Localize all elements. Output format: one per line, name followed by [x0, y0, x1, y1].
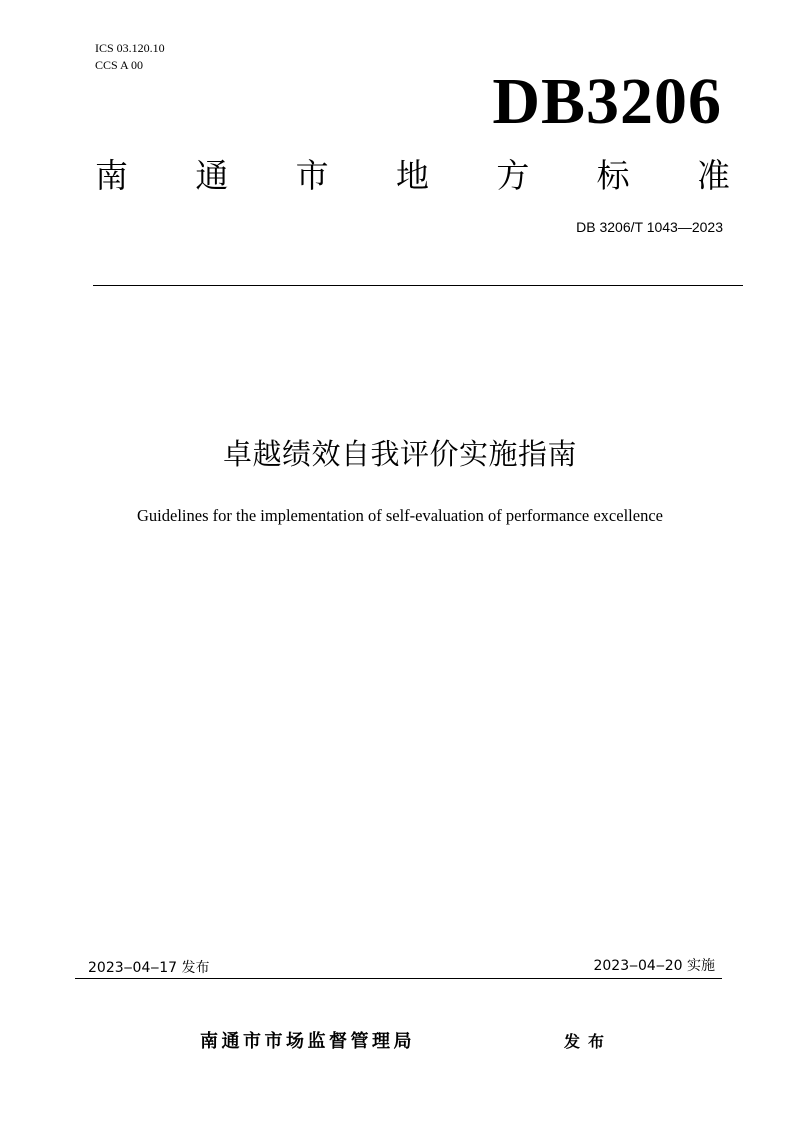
standard-type-char: 市 — [295, 156, 329, 195]
classification-codes — [95, 40, 165, 74]
ccs-code: CCS A 00 — [95, 58, 144, 72]
standard-mark: DB3206 — [492, 65, 722, 138]
title-chinese: 卓越绩效自我评价实施指南 — [222, 437, 577, 471]
standard-type-char: 标 — [596, 156, 630, 195]
standard-type-char: 方 — [496, 156, 530, 195]
release-date: 2023‒04‒17 发布 — [88, 960, 210, 976]
ics-code: ICS 03.120.10 — [95, 41, 165, 55]
standard-type-char: 地 — [395, 156, 429, 195]
title-english: Guidelines for the implementation of self-evaluation of performance excellence — [137, 506, 663, 525]
issuing-authority: 南通市市场监督管理局 — [200, 1031, 415, 1052]
implementation-date: 2023‒04‒20 实施 — [593, 958, 715, 974]
standard-number: DB 3206/T 1043—2023 — [576, 219, 723, 235]
standard-type-heading — [95, 150, 730, 202]
footer-divider — [75, 978, 722, 979]
standard-type-char: 南 — [95, 156, 128, 195]
standard-type-char: 通 — [195, 156, 229, 195]
header-divider — [93, 285, 743, 286]
issue-label: 发布 — [564, 1032, 613, 1051]
standard-type-char: 准 — [696, 156, 730, 195]
